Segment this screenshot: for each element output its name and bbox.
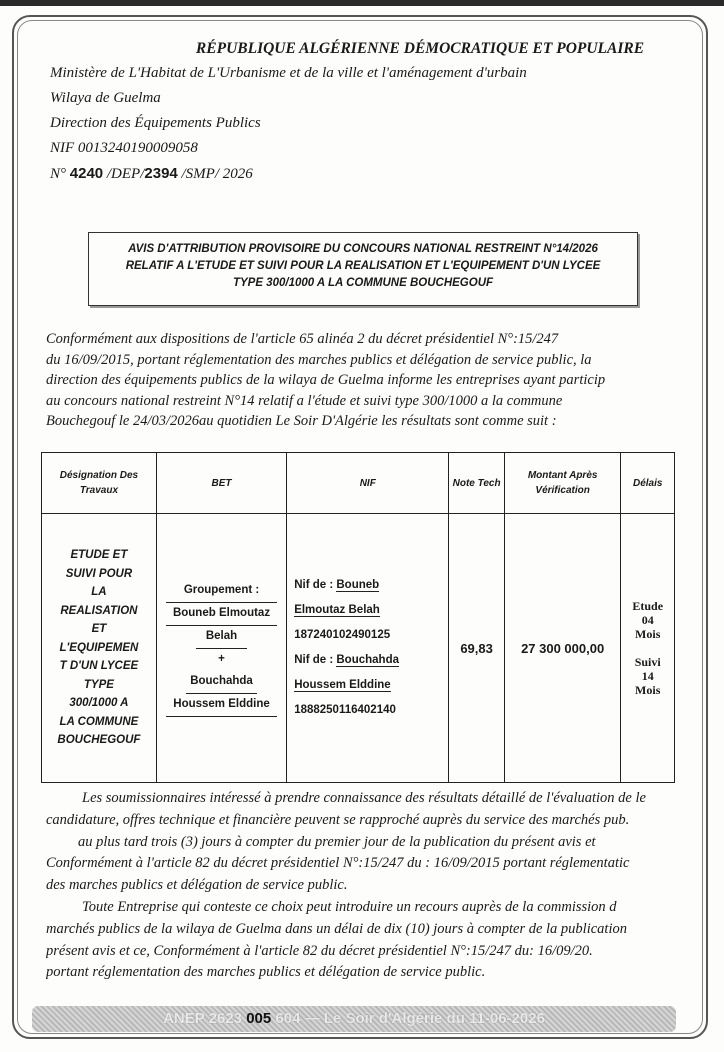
footer-newspaper: Le Soir d'Algérie du 11-06-2026 [323,1010,545,1027]
nif-number-1: 187240102490125 [294,629,391,641]
bet-name-line: Bouchahda [186,671,257,694]
ref-number: 4240 [69,165,104,182]
results-table [41,452,675,783]
nif-entry-2-name [294,673,447,698]
nif-line: NIF 0013240190009058 [50,140,198,156]
closing-paragraphs [46,788,680,984]
nif-number-2: 1888250116402140 [294,704,396,716]
notice-title-box [88,232,638,306]
nif-entry-2-label [294,648,447,673]
intro-line: au concours national restreint N°14 relatif a l'étude et suivi type 300/1000 a la commune [46,392,563,409]
header-montant: Montant Après Vérification [504,453,621,514]
designation-line: LA [91,586,107,599]
bet-group-label: Groupement : [166,580,277,603]
body-line: Toute Entreprise qui conteste ce choix peut introduire un recours auprès de la commission d [82,898,617,915]
ref-smp: /SMP/ 2026 [181,166,253,182]
body-line: Les soumissionnaires intéressé à prendre connaissance des résultats détaillé de l'évaluation de le [82,790,646,806]
nif-label: Nif de : [294,654,334,666]
header-nif: NIF [287,453,449,514]
footer-code: 005 [246,1010,272,1027]
nif-name: Houssem Elddine [294,679,391,691]
bet-name-line: Bouneb Elmoutaz [166,603,277,626]
nif-label: Nif de : [294,579,334,591]
header-note-tech: Note Tech [449,453,505,514]
delai-suivi-unit: Mois [635,683,661,697]
header-bet: BET [156,453,286,514]
designation-line: SUIVI POUR [65,567,133,580]
header-designation: Désignation Des Travaux [42,453,157,514]
nif-name: Bouneb [336,579,380,591]
table-row [42,514,675,783]
intro-line: du 16/09/2015, portant réglementation des marches publics et délégation de service public, la [46,351,592,368]
nif-list [288,573,447,723]
bet-plus-sign: + [218,652,225,665]
bet-name-line: Belah [196,626,247,649]
cell-delais [621,514,675,783]
publication-footer [32,1006,676,1032]
notice-title-line-2: RELATIF A L'ETUDE ET SUIVI POUR LA REALISATION ET L'EQUIPEMENT D'UN LYCEE [125,260,601,272]
cell-bet [156,514,286,783]
notice-title-line-3: TYPE 300/1000 A LA COMMUNE BOUCHEGOUF [232,277,494,289]
footer-code-end: 604 [275,1010,301,1027]
designation-line: 300/1000 A [69,697,129,710]
wilaya-line: Wilaya de Guelma [50,90,161,106]
designation-line: LA COMMUNE [59,715,139,728]
ministry-line: Ministère de L'Habitat de L'Urbanisme et de la ville et l'aménagement d'urbain [50,65,527,81]
footer-anep: ANEP 2623 [163,1010,243,1027]
notice-title-line-1: AVIS D'ATTRIBUTION PROVISOIRE DU CONCOURS NATIONAL RESTREINT N°14/2026 [128,243,598,255]
designation-line: BOUCHEGOUF [57,734,141,747]
intro-line: direction des équipements publics de la wilaya de Guelma informe les entreprises ayant particip [46,372,606,388]
republic-heading: RÉPUBLIQUE ALGÉRIENNE DÉMOCRATIQUE ET POPULAIRE [195,40,645,57]
cell-note-tech: 69,83 [449,514,505,783]
delai-etude-value: 04 [641,613,654,627]
table-header-row [42,453,675,514]
nif-name: Bouchahda [336,654,399,666]
designation-line: ET [91,623,107,636]
body-line: portant réglementation des marches publics et délégation de service public. [46,964,486,981]
header-delais: Délais [621,453,675,514]
body-line: marchés publics de la wilaya de Guelma dans un délai de dix (10) jours à compter de la publication [46,920,627,937]
body-line: présent avis et ce, Conformément à l'article 82 du décret présidentiel N°:15/247 du: 16/09/20. [46,942,593,959]
designation-line: TYPE [83,678,114,691]
cell-nif [287,514,449,783]
cell-designation [42,514,157,783]
designation-line: L'EQUIPEMEN [59,641,139,654]
body-line: des marches publics et délégation de service public. [46,877,348,894]
body-line: au plus tard trois (3) jours à compter du premier jour de la publication du présent avis et [78,833,596,850]
designation-line: ETUDE ET [70,549,128,562]
ref-prefix: N° [50,166,67,182]
nif-name: Elmoutaz Belah [294,604,380,616]
top-border-bar [0,0,724,6]
intro-line: Bouchegouf le 24/03/2026au quotidien Le Soir D'Algérie les résultats sont comme suit : [46,413,557,429]
letterhead [50,36,690,187]
ref-dep-number: 2394 [144,165,178,182]
footer-dash: — [304,1010,320,1027]
delai-suivi-label: Suivi [634,655,661,669]
reference-line [50,161,690,187]
body-line: candidature, offres technique et financière peuvent se rapproché auprès du service des marchés pub. [46,811,630,828]
nif-entry-1-label [294,573,447,598]
intro-line: Conformément aux dispositions de l'article 65 alinéa 2 du décret présidentiel N°:15/247 [46,331,559,347]
ref-dep: /DEP/ [106,166,145,182]
cell-montant: 27 300 000,00 [504,514,621,783]
intro-paragraph [46,329,686,432]
bet-name-line: Houssem Elddine [166,694,277,717]
direction-line: Direction des Équipements Publics [50,115,261,131]
delai-suivi-value: 14 [641,669,654,683]
delai-etude-unit: Mois [635,627,661,641]
designation-line: T D'UN LYCEE [59,660,139,673]
delai-etude-label: Etude [632,599,664,613]
body-line: Conformément à l'article 82 du décret présidentiel N°:15/247 du : 16/09/2015 portant réglementatic [46,855,630,872]
designation-line: REALISATION [60,604,138,617]
nif-entry-1-name [294,598,447,623]
